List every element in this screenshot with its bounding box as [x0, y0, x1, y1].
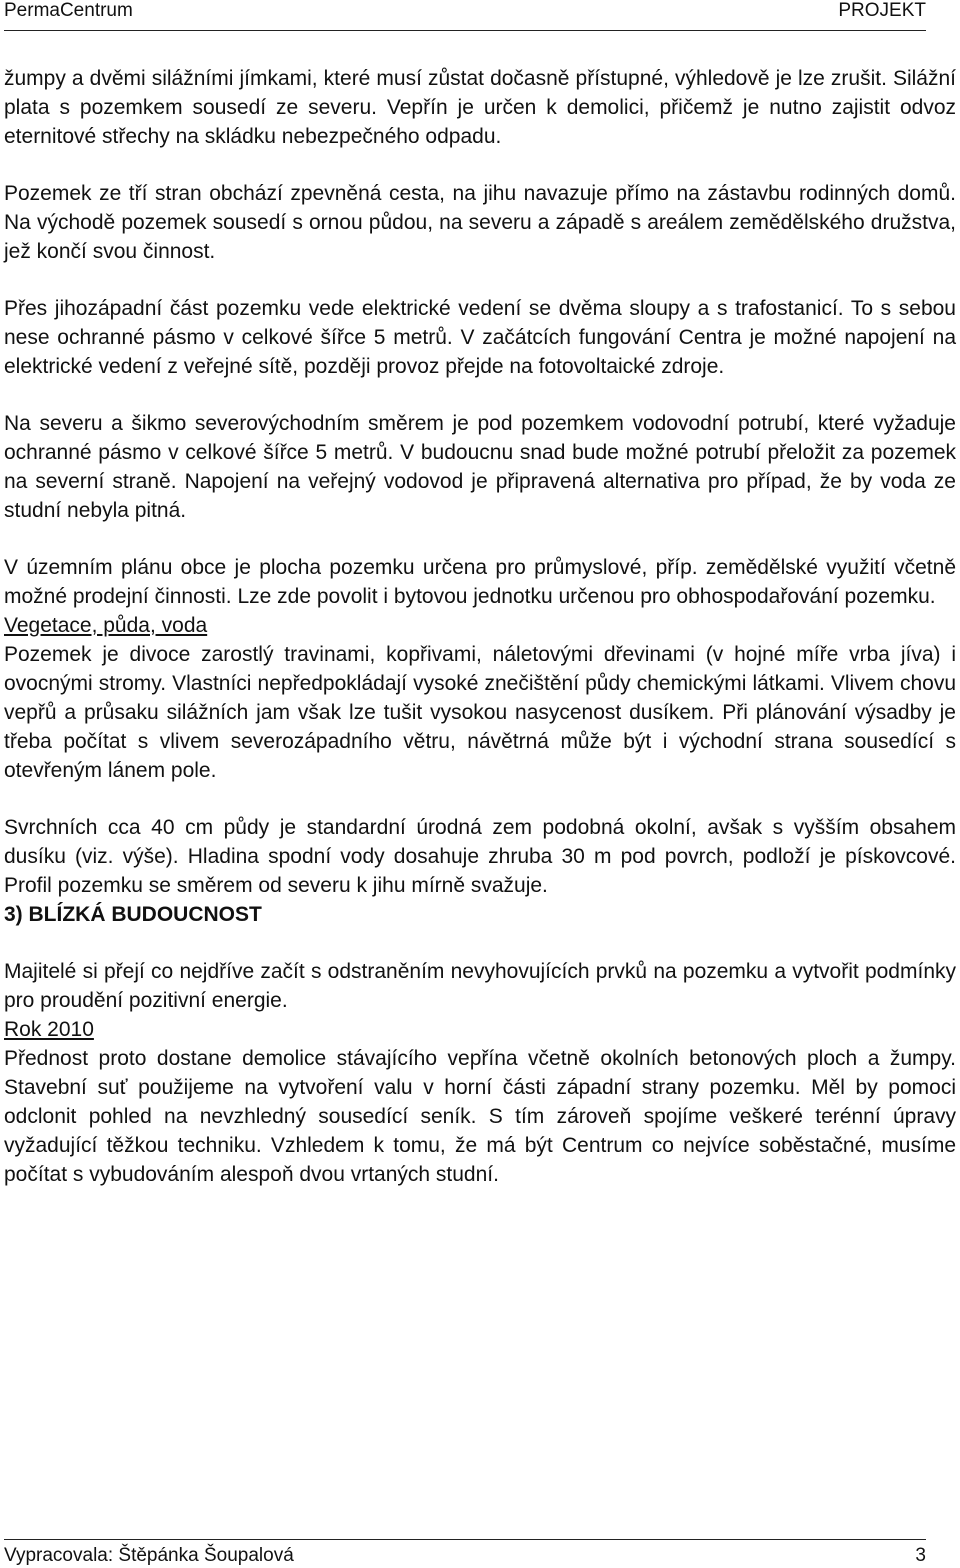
section-heading-near-future: 3) BLÍZKÁ BUDOUCNOST: [4, 903, 262, 926]
paragraph-vegetation: Pozemek je divoce zarostlý travinami, kopřivami, náletovými dřevinami (v hojné míře vrba jíva) i ovocnými stromy. Vlastníci nepředpokládají vysoké znečištění půdy chemickými látkami. Vlivem chovu vepřů a průsaku silážních jam však lze tušit vysokou nasycenost dusíkem. Při plánování výsadby je třeba počítat s vlivem severozápadního větru, návětrná může být i východní strana sousedící s otevřeným lánem pole.: [4, 643, 956, 782]
page-header: [4, 0, 926, 31]
subheading-year: Rok 2010: [4, 1018, 94, 1041]
paragraph-water-pipe: Na severu a šikmo severovýchodním směrem je pod pozemkem vodovodní potrubí, které vyžaduje ochranné pásmo v celkové šířce 5 metrů. V budoucnu snad bude možné potrubí přeložit za pozemek na severní straně. Napojení na veřejný vodovod je připravená alternativa pro případ, že by voda ze studní nebyla pitná.: [4, 412, 956, 522]
page-footer: [4, 1539, 926, 1566]
paragraph-soil: Svrchních cca 40 cm půdy je standardní úrodná zem podobná okolní, avšak s vyšším obsahem dusíku (viz. výše). Hladina spodní vody dosahuje zhruba 30 m pod povrch, podloží je pískovcové. Profil pozemku se směrem od severu k jihu mírně svažuje.: [4, 816, 956, 897]
paragraph-intro: žumpy a dvěmi silážními jímkami, které musí zůstat dočasně přístupné, výhledově je lze zrušit. Silážní plata s pozemkem sousedí ze severu. Vepřín je určen k demolici, přičemž je nutno zajistit odvoz eternitové střechy na skládku nebezpečného odpadu.: [4, 67, 956, 148]
paragraph-zoning: V územním plánu obce je plocha pozemku určena pro průmyslové, příp. zemědělské využití včetně možné prodejní činnosti. Lze zde povolit i bytovou jednotku určenou pro obhospodařování pozemku.: [4, 556, 956, 608]
paragraph-year-plan: Přednost proto dostane demolice stávajícího vepřína včetně okolních betonových ploch a žumpy. Stavební suť použijeme na vytvoření valu v horní části západní strany pozemku. Měl by pomoci odclonit pohled na nevzhledný sousedící seník. S tím zároveň spojíme veškeré terénní úpravy vyžadující těžkou techniku. Vzhledem k tomu, že má být Centrum co nejvíce soběstačné, musíme počítat s vybudováním alespoň dvou vrtaných studní.: [4, 1047, 956, 1186]
page-number: 3: [915, 1545, 926, 1566]
header-title: PermaCentrum: [4, 0, 133, 21]
paragraph-electric: Přes jihozápadní část pozemku vede elektrické vedení se dvěma sloupy a s trafostanicí. To s sebou nese ochranné pásmo v celkové šířce 5 metrů. V začátcích fungování Centra je možné napojení na elektrické vedení z veřejné sítě, později provoz přejde na fotovoltaické zdroje.: [4, 297, 956, 378]
footer-author: Vypracovala: Štěpánka Šoupalová: [4, 1545, 294, 1566]
document-body: [4, 64, 956, 1189]
header-label: PROJEKT: [838, 0, 926, 21]
paragraph-owners-wish: Majitelé si přejí co nejdříve začít s odstraněním nevyhovujících prvků na pozemku a vytvořit podmínky pro proudění pozitivní energie.: [4, 960, 956, 1012]
section-heading-vegetation: Vegetace, půda, voda: [4, 614, 208, 637]
paragraph-roads: Pozemek ze tří stran obchází zpevněná cesta, na jihu navazuje přímo na zástavbu rodinných domů. Na východě pozemek sousedí s ornou půdou, na severu a západě s areálem zemědělského družstva, jež končí svou činnost.: [4, 182, 956, 263]
